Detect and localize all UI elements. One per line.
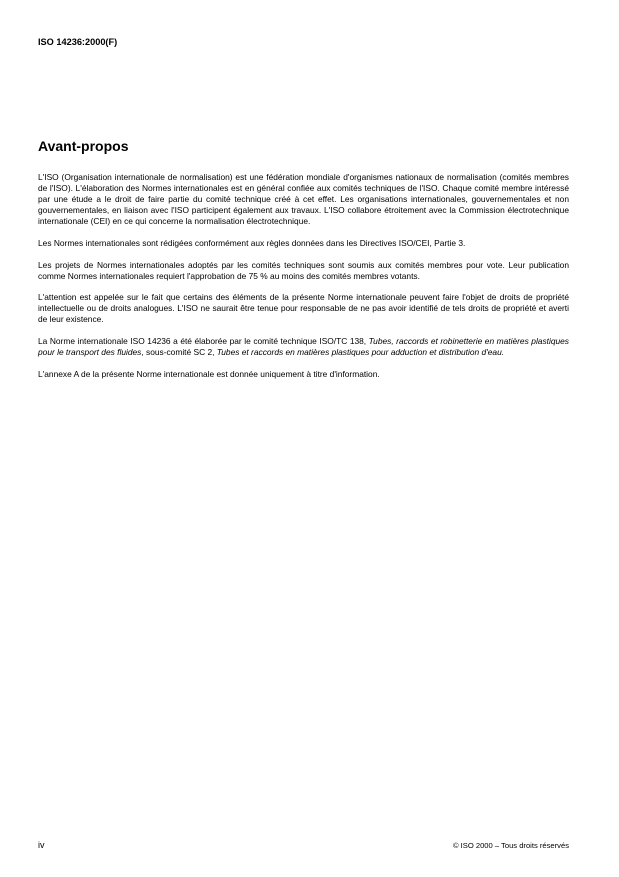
- section-title: Avant-propos: [38, 138, 129, 154]
- paragraph-directives: Les Normes internationales sont rédigées conformément aux règles données dans les Directives ISO/CEI, Partie 3.: [38, 237, 466, 248]
- paragraph-voting: Les projets de Normes internationales adoptés par les comités techniques sont soumis aux comités membres pour vote. Leur publication comme Normes internationales requiert l'approbation de 75 % au moins des comités membres votants.: [38, 259, 569, 281]
- committee-text-1: La Norme internationale ISO 14236 a été élaborée par le comité technique ISO/TC 138,: [38, 336, 369, 347]
- paragraph-iso-organisation: L'ISO (Organisation internationale de normalisation) est une fédération mondiale d'organismes nationaux de normalisation (comités membres de l'ISO). L'élaboration des Normes internationales est en général confiée aux comités techniques de l'ISO. Chaque comité membre intéressé par une étude a le droit de faire partie du comité technique créé à cet effet. Les organisations internationales, gouvernementales et non gouvernementales, en liaison avec l'ISO participent également aux travaux. L'ISO collabore étroitement avec la Commission électrotechnique internationale (CEI) en ce qui concerne la normalisation électrotechnique.: [38, 172, 569, 227]
- paragraph-annex: L'annexe A de la présente Norme internationale est donnée uniquement à titre d'information.: [38, 368, 380, 379]
- foreword-body: [38, 172, 569, 390]
- copyright-notice: © ISO 2000 – Tous droits réservés: [452, 841, 569, 850]
- document-id: ISO 14236:2000(F): [38, 37, 118, 47]
- page-number: iv: [38, 840, 45, 850]
- committee-title-italic: Tubes, raccords et robinetterie en matières plastiques pour le transport des fluides: [38, 336, 569, 358]
- paragraph-patent-rights: L'attention est appelée sur le fait que certains des éléments de la présente Norme internationale peuvent faire l'objet de droits de propriété intellectuelle ou de droits analogues. L'ISO ne saurait être tenue pour responsable de ne pas avoir identifié de tels droits de propriété et averti de leur existence.: [38, 292, 569, 325]
- subcommittee-title-italic: Tubes et raccords en matières plastiques pour adduction et distribution d'eau.: [216, 347, 505, 358]
- paragraph-committee: [38, 336, 569, 358]
- committee-text-2: , sous-comité SC 2,: [141, 347, 217, 358]
